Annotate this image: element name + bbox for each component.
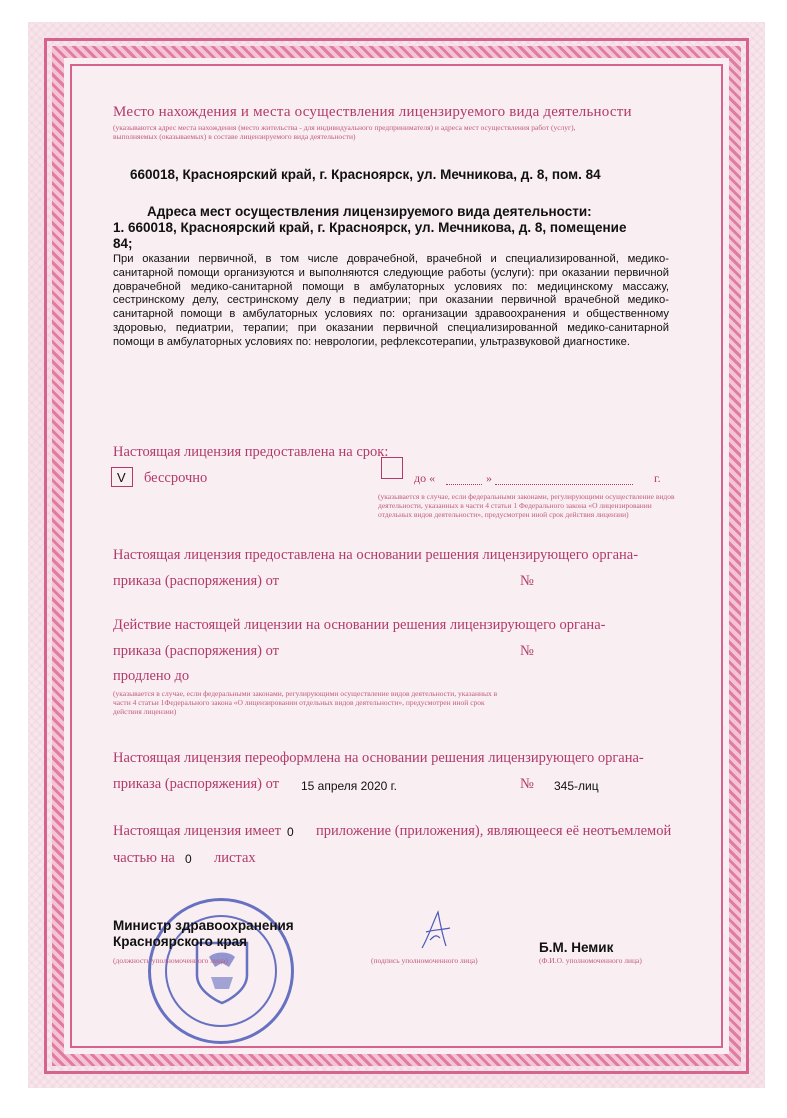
appendix-text-d: листах [214, 850, 256, 866]
extension-note: (указывается в случае, если федеральными законами, регулирующими осуществление видов деятельности, указанных в части 4 статьи 1Федерального закона «О лицензировании отдельных видов деятельности», предусмотрен иной срок действия лицензии) [113, 689, 498, 716]
quote-close: » [486, 471, 492, 485]
perpetual-mark: V [117, 470, 126, 485]
appendix-text-b: приложение (приложения), являющееся её неотъемлемой [316, 823, 672, 839]
reissue-line-1: Настоящая лицензия переоформлена на основании решения лицензирующего органа- [113, 750, 644, 766]
appendix-text-a: Настоящая лицензия имеет [113, 823, 281, 839]
section-title: Место нахождения и места осуществления лицензируемого вида деятельности [113, 104, 632, 120]
header-note-1: (указываются адрес места нахождения (место жительства - для индивидуального предпринимателя) и адреса мест осуществления работ (услуг), [113, 123, 576, 132]
place-line-2: 84; [113, 236, 133, 251]
header-note-2: выполняемых (оказываемых) в составе лицензируемого вида деятельности) [113, 132, 356, 141]
extension-number-sign: № [520, 643, 534, 659]
services-paragraph: При оказании первичной, в том числе доврачебной, врачебной и специализированной, медико-санитарной помощи организуются и выполняются следующие работы (услуги): при оказании первичной доврачебной медико-санитарной помощи в амбулаторных условиях по: медицинскому массажу, сестринскому делу, сестринскому делу в педиатрии; при оказании первичной врачебной медико-санитарной помощи в амбулаторных условиях по: организации здравоохранения и общественному здоровью, педиатрии, терапии; при оказании первичной специализированной медико-санитарной помощи в амбулаторных условиях по: неврологии, рефлексотерапии, ультразвуковой диагностике. [113, 253, 669, 348]
reissue-number: 345-лиц [554, 779, 599, 793]
basis-line-1: Настоящая лицензия предоставлена на основании решения лицензирующего органа- [113, 547, 639, 563]
term-label: Настоящая лицензия предоставлена на срок: [113, 444, 389, 460]
perpetual-label: бессрочно [144, 470, 208, 486]
appendix-sheets: 0 [185, 852, 192, 866]
signature-note: (подпись уполномоченного лица) [371, 956, 478, 965]
basis-number-sign: № [520, 573, 534, 589]
reissue-line-2: приказа (распоряжения) от [113, 776, 279, 792]
month-line [495, 484, 633, 485]
year-suffix: г. [654, 471, 661, 485]
handwritten-signature-icon [416, 908, 452, 952]
place-line-1: 1. 660018, Красноярский край, г. Красноярск, ул. Мечникова, д. 8, помещение [113, 220, 627, 235]
extension-line-2: приказа (распоряжения) от [113, 643, 279, 659]
name-note: (Ф.И.О. уполномоченного лица) [539, 956, 642, 965]
reissue-number-sign: № [520, 776, 534, 792]
licensee-address: 660018, Красноярский край, г. Красноярск, ул. Мечникова, д. 8, пом. 84 [130, 167, 601, 182]
until-label: до « [414, 471, 436, 485]
signer-position-1: Министр здравоохранения [113, 918, 294, 933]
places-title: Адреса мест осуществления лицензируемого вида деятельности: [147, 204, 592, 219]
basis-line-2: приказа (распоряжения) от [113, 573, 279, 589]
day-line [446, 484, 482, 485]
appendix-count: 0 [287, 825, 294, 839]
signer-name: Б.М. Немик [539, 940, 614, 955]
signer-position-2: Красноярского края [113, 934, 248, 949]
until-note: (указывается в случае, если федеральными законами, регулирующими осуществление видов деятельности, указанных в части 4 статьи 1 Федерального закона «О лицензировании отдельных видов деятельности», предусмотрен иной срок действия лицензии) [378, 492, 675, 519]
appendix-text-c: частью на [113, 850, 175, 866]
extension-line-1: Действие настоящей лицензии на основании решения лицензирующего органа- [113, 617, 606, 633]
until-box [381, 457, 403, 479]
reissue-date: 15 апреля 2020 г. [301, 779, 397, 793]
check-box-icon [111, 467, 133, 487]
position-note: (должность уполномоченного лица) [113, 956, 228, 965]
extension-line-3: продлено до [113, 668, 190, 684]
